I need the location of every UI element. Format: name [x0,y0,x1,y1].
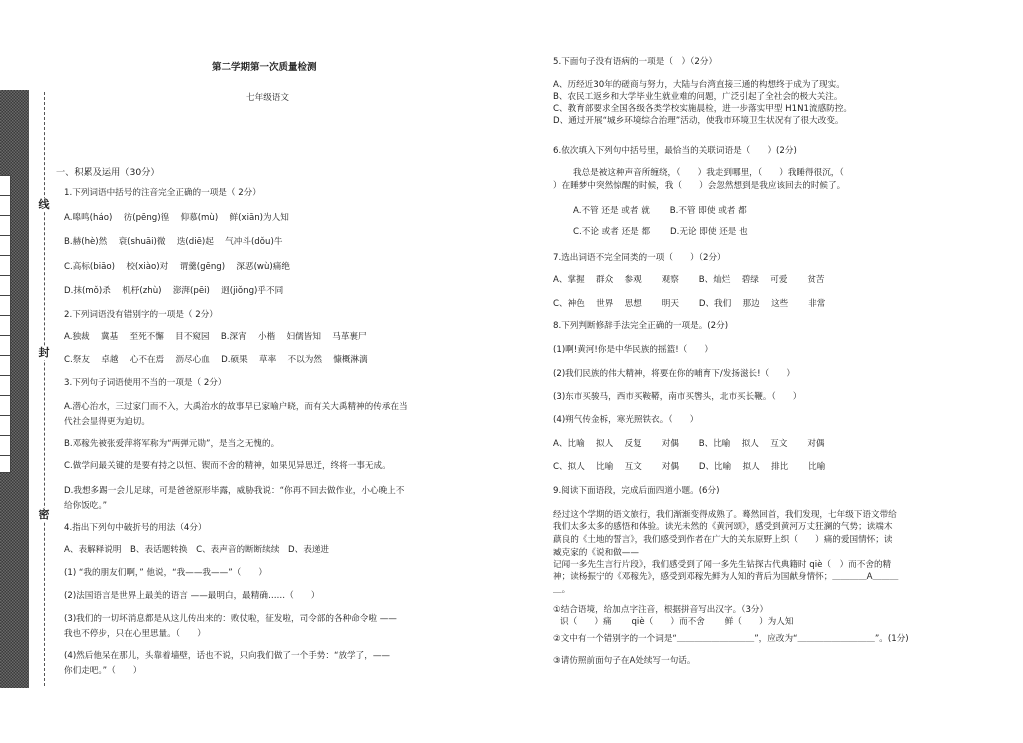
question-line: 你们走吧。”（ ） [64,666,142,676]
question-line: C、神色 世界 思想 明天 D、我们 那边 这些 非常 [553,299,826,309]
section-heading: 一、积累及运用（30分） [56,167,160,178]
question-line: 我也不停步，只在心里思量。（ ） [64,629,206,639]
question-line: 我们太多太多的感悟和体验。读光未然的《黄河颂》，感受到黄河万丈狂澜的气势；读端木 [553,522,893,532]
question-line: 经过这个学期的语文旅行，我们渐渐变得成熟了。蓦然回首，我们发现，七年级下语文带给 [553,510,897,520]
question-line: (2)法国语言是世界上最美的语言 ——最明白，最精确……（ ） [64,591,320,601]
question-line: C、拟人 比喻 互文 对偶 D、比喻 拟人 排比 比喻 [553,462,826,472]
question-line: 记闻一多先生言行片段》，我们感受到了闻一多先生钻探古代典籍时 qiè（ ）而不舍的精 [553,560,892,570]
question-line: 4.指出下列句中破折号的用法（4分） [64,523,207,533]
question-line: 3.下列句子词语使用不当的一项是（ 2分） [64,378,227,388]
question-line: 蕻良的《土地的誓言》，我们感受到作者在广大的关东原野上织（ ）痛的爱国情怀；读 [553,535,893,545]
question-line: (4)朔气传金柝，寒光照铁衣。（ ） [553,415,699,425]
question-line: 9.阅读下面语段，完成后面四道小题。(6分) [553,486,720,496]
question-line: C.祭友 卓越 心不在焉 沥尽心血 D.硕果 草率 不以为然 慷概淋漓 [64,355,368,365]
question-line: A、历经近30年的磋商与努力，大陆与台湾直接三通的构想终于成为了现实。 [553,80,845,90]
question-line: A、比喻 拟人 反复 对偶 B、比喻 拟人 互文 对偶 [553,439,825,449]
question-line: A.嗥鸣(háo) 彷(pēng)徨 仰慕(mù) 鲜(xiān)为人知 [64,213,289,223]
question-line: C.高标(biāo) 校(xiào)对 谓羹(gēng) 深恶(wù)痛绝 [64,262,290,272]
question-line: ②文中有一个错别字的一个词是“＿＿＿＿＿＿＿＿＿”，应改为“＿＿＿＿＿＿＿＿＿”。(1分) [553,634,909,644]
cut-char-xian: 线 [36,198,52,212]
question-line: C、教育部要求全国各级各类学校实施晨检，进一步落实甲型 H1N1流感防控。 [553,104,852,114]
question-line: (2)我们民族的伟大精神，将要在你的哺育下/发扬滋长!（ ） [553,369,795,379]
question-line: D.抹(mǒ)杀 机杼(zhù) 澎湃(pēi) 迥(jiǒng)乎不同 [64,286,284,296]
question-line: (3)我们的一切坏消息都是从这儿传出来的：败仗啦，征发啦，司令部的各种命令啦 —— [64,614,397,624]
question-line: 神；读杨振宁的《邓稼先》，感受到邓稼先鲜为人知的背后为国献身情怀；＿＿＿＿A＿＿＿ [553,572,899,582]
question-line: (1)啊!黄河!你是中华民族的摇篮!（ ） [553,345,714,355]
exam-title: 第二学期第一次质量检测 [212,62,317,73]
question-line: (3)东市买骏马，西市买鞍鞯，南市买辔头，北市买长鞭。（ ） [553,392,802,402]
question-line: B.邓稼先被张爱萍将军称为“两弹元勋”，是当之无愧的。 [64,439,280,449]
question-line: 8.下列判断修辞手法完全正确的一项是。(2分) [553,321,729,331]
question-line: B、农民工返乡和大学毕业生就业难的问题，广泛引起了全社会的极大关注。 [553,92,843,102]
question-line: 6.依次填入下列句中括号里，最恰当的关联词语是（ ）(2分) [553,146,797,156]
question-line: A.潜心治水，三过家门而不入，大禹治水的故事早已家喻户晓，而有关大禹精神的传承在当 [64,402,408,412]
question-line: 识（ ）痛 qiè（ ）而不舍 鲜（ ）为人知 [560,617,794,627]
cut-char-feng: 封 [36,346,52,360]
question-line: 2.下列词语没有错别字的一项是（ 2分） [64,310,218,320]
question-line: (4)然后他呆在那儿，头靠着墙壁，话也不说，只向我们做了一个手势：“放学了，—— [64,651,391,661]
cut-char-mi: 密 [36,508,52,522]
question-line: D、通过开展“城乡环境综合治理”活动，使我市环境卫生状况有了很大改变。 [553,116,844,126]
question-line: (1) “我的朋友们啊，” 他说，“我——我——”（ ） [64,568,268,578]
exam-subtitle: 七年级语文 [246,93,289,103]
question-line: ＿。 [553,585,571,595]
question-line: D.我想多踢一会儿足球，可是爸爸原形毕露，威胁我说：“你再不回去做作业，小心晚上不 [64,486,405,496]
question-line: 给你饭吃。” [64,501,108,511]
question-line: 7.选出词语不完全同类的一项（ ）（2分） [553,253,726,263]
question-line: 5.下面句子没有语病的一项是（ ）（2分） [553,57,718,67]
question-line: C.不论 或者 还是 都 D.无论 即使 还是 也 [573,227,748,237]
question-line: B.赫(hè)然 衰(shuāi)微 迭(diē)起 气冲斗(dǒu)牛 [64,237,283,247]
question-line: 1.下列词语中括号的注音完全正确的一项是（ 2分） [64,188,261,198]
question-line: A、掌握 群众 参观 观察 B、灿烂 碧绿 可爱 贫苦 [553,275,825,285]
question-line: ③请仿照前面句子在A处续写一句话。 [553,656,696,666]
question-line: ）在睡梦中突然惊醒的时候，我（ ）会忽然想到是我应该回去的时候了。 [553,181,846,191]
question-line: C.做学问最关键的是要有持之以恒、锲而不舍的精神，如果见异思迁，终将一事无成。 [64,461,391,471]
question-line: 代社会显得更为迫切。 [64,417,150,427]
question-line: A、表解释说明 B、表话题转换 C、表声音的断断续续 D、表递进 [64,545,330,555]
question-line: A.独裁 冀基 至死不懈 目不窥园 B.深宵 小楷 妇儒皆知 马革裹尸 [64,332,367,342]
question-line: A.不管 还是 或者 就 B.不管 即使 或者 都 [573,206,747,216]
question-line: 臧克家的《说和做—— [553,548,639,558]
question-line: ①结合语境，给加点字注音，根据拼音写出汉字。（3分） [553,605,769,615]
question-line: 我总是被这种声音所缠绕，（ ）我走到哪里，（ ）我睡得很沉，（ [573,168,844,178]
